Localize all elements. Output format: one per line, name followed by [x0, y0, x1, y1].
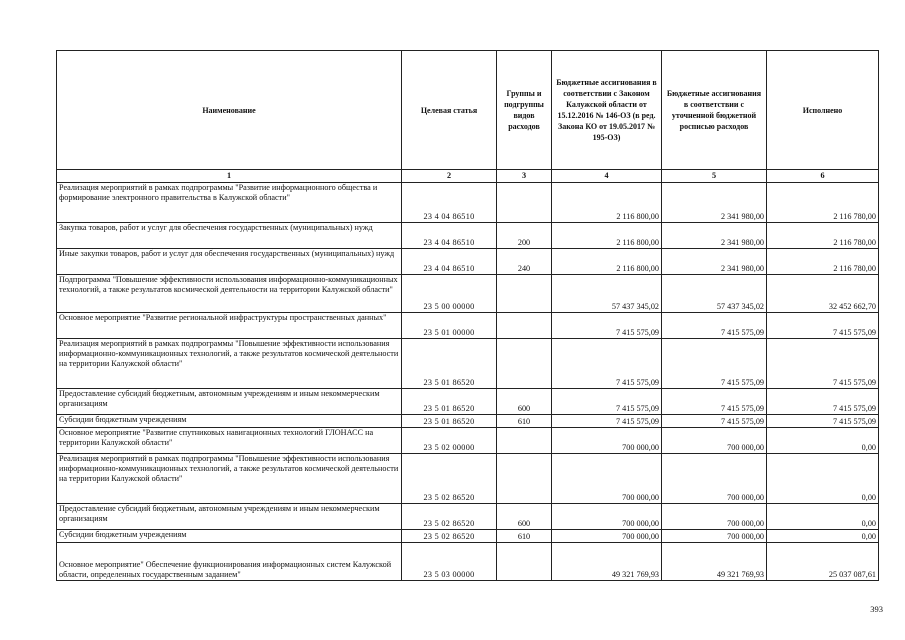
row-expense-group: [497, 313, 552, 339]
row-refined-amount: 7 415 575,09: [662, 339, 767, 389]
table-row: [57, 339, 879, 389]
header-refined-allocations: Бюджетные ассигнования в соответствии с уточненной бюджетной росписью расходов: [662, 51, 767, 170]
page-number: 393: [870, 604, 883, 614]
column-number: 2: [402, 170, 497, 183]
row-law-amount: 7 415 575,09: [552, 339, 662, 389]
row-executed-amount: 7 415 575,09: [767, 313, 879, 339]
row-target-article: 23 5 00 00000: [402, 275, 497, 313]
row-expense-group: [497, 183, 552, 223]
table-row: [57, 530, 879, 543]
header-executed: Исполнено: [767, 51, 879, 170]
row-executed-amount: 0,00: [767, 504, 879, 530]
table-row: [57, 223, 879, 249]
row-law-amount: 2 116 800,00: [552, 223, 662, 249]
row-executed-amount: 7 415 575,09: [767, 389, 879, 415]
column-number-row: [57, 170, 879, 183]
row-name: Предоставление субсидий бюджетным, автономным учреждениям и иным некоммерческим организациям: [57, 504, 402, 530]
row-name: Основное мероприятие" Обеспечение функционирования информационных систем Калужской области, определенных государственным заданием": [57, 543, 402, 581]
header-row: [57, 51, 879, 170]
table-row: [57, 183, 879, 223]
row-executed-amount: 2 116 780,00: [767, 183, 879, 223]
table-row: [57, 415, 879, 428]
row-executed-amount: 25 037 087,61: [767, 543, 879, 581]
table-row: [57, 275, 879, 313]
row-expense-group: 600: [497, 389, 552, 415]
row-refined-amount: 2 341 980,00: [662, 183, 767, 223]
row-expense-group: 240: [497, 249, 552, 275]
row-law-amount: 2 116 800,00: [552, 183, 662, 223]
column-number: 4: [552, 170, 662, 183]
row-name: Реализация мероприятий в рамках подпрограммы "Повышение эффективности использования информационно-коммуникационных технологий, а также результатов космической деятельности на территории Калужской области": [57, 339, 402, 389]
row-target-article: 23 5 02 86520: [402, 530, 497, 543]
row-law-amount: 700 000,00: [552, 504, 662, 530]
row-expense-group: 200: [497, 223, 552, 249]
row-target-article: 23 5 01 00000: [402, 313, 497, 339]
row-refined-amount: 2 341 980,00: [662, 249, 767, 275]
row-name: Основное мероприятие "Развитие региональной инфраструктуры пространственных данных": [57, 313, 402, 339]
header-name: Наименование: [57, 51, 402, 170]
row-law-amount: 57 437 345,02: [552, 275, 662, 313]
row-name: Субсидии бюджетным учреждениям: [57, 415, 402, 428]
row-executed-amount: 2 116 780,00: [767, 249, 879, 275]
row-refined-amount: 700 000,00: [662, 504, 767, 530]
row-name: Подпрограмма "Повышение эффективности использования информационно-коммуникационных технологий, а также результатов космической деятельности на территории Калужской области": [57, 275, 402, 313]
row-expense-group: [497, 275, 552, 313]
row-law-amount: 49 321 769,93: [552, 543, 662, 581]
row-refined-amount: 7 415 575,09: [662, 389, 767, 415]
row-target-article: 23 5 03 00000: [402, 543, 497, 581]
row-law-amount: 7 415 575,09: [552, 389, 662, 415]
row-executed-amount: 0,00: [767, 428, 879, 454]
column-number: 3: [497, 170, 552, 183]
column-number: 6: [767, 170, 879, 183]
row-expense-group: [497, 454, 552, 504]
row-law-amount: 700 000,00: [552, 428, 662, 454]
row-name: Основное мероприятие "Развитие спутниковых навигационных технологий ГЛОНАСС на территории Калужской области": [57, 428, 402, 454]
row-expense-group: [497, 543, 552, 581]
row-executed-amount: 7 415 575,09: [767, 339, 879, 389]
row-target-article: 23 5 02 86520: [402, 454, 497, 504]
row-law-amount: 7 415 575,09: [552, 415, 662, 428]
table-row: [57, 543, 879, 581]
table-row: [57, 428, 879, 454]
row-name: Закупка товаров, работ и услуг для обеспечения государственных (муниципальных) нужд: [57, 223, 402, 249]
row-executed-amount: 2 116 780,00: [767, 223, 879, 249]
column-number: 5: [662, 170, 767, 183]
row-law-amount: 700 000,00: [552, 454, 662, 504]
row-expense-group: 610: [497, 415, 552, 428]
row-name: Реализация мероприятий в рамках подпрограммы "Повышение эффективности использования информационно-коммуникационных технологий, а также результатов космической деятельности на территории Калужской области": [57, 454, 402, 504]
row-law-amount: 700 000,00: [552, 530, 662, 543]
row-refined-amount: 57 437 345,02: [662, 275, 767, 313]
row-law-amount: 7 415 575,09: [552, 313, 662, 339]
row-name: Иные закупки товаров, работ и услуг для обеспечения государственных (муниципальных) нужд: [57, 249, 402, 275]
table-row: [57, 454, 879, 504]
header-expense-groups: Группы и подгруппы видов расходов: [497, 51, 552, 170]
row-expense-group: 600: [497, 504, 552, 530]
row-target-article: 23 4 04 86510: [402, 249, 497, 275]
row-target-article: 23 4 04 86510: [402, 223, 497, 249]
column-number: 1: [57, 170, 402, 183]
row-refined-amount: 700 000,00: [662, 428, 767, 454]
row-refined-amount: 700 000,00: [662, 530, 767, 543]
row-refined-amount: 700 000,00: [662, 454, 767, 504]
header-law-allocations: Бюджетные ассигнования в соответствии с Законом Калужской области от 15.12.2016 № 146-ОЗ (в ред. Закона КО от 19.05.2017 № 195-ОЗ): [552, 51, 662, 170]
row-target-article: 23 5 01 86520: [402, 389, 497, 415]
row-name: Предоставление субсидий бюджетным, автономным учреждениям и иным некоммерческим организациям: [57, 389, 402, 415]
row-refined-amount: 49 321 769,93: [662, 543, 767, 581]
row-name: Субсидии бюджетным учреждениям: [57, 530, 402, 543]
row-target-article: 23 5 01 86520: [402, 339, 497, 389]
row-executed-amount: 7 415 575,09: [767, 415, 879, 428]
table-row: [57, 504, 879, 530]
row-executed-amount: 0,00: [767, 454, 879, 504]
row-executed-amount: 32 452 662,70: [767, 275, 879, 313]
row-name: Реализация мероприятий в рамках подпрограммы "Развитие информационного общества и формирование электронного правительства в Калужской области": [57, 183, 402, 223]
row-refined-amount: 7 415 575,09: [662, 313, 767, 339]
table-row: [57, 313, 879, 339]
row-executed-amount: 0,00: [767, 530, 879, 543]
row-target-article: 23 5 02 00000: [402, 428, 497, 454]
table-row: [57, 389, 879, 415]
row-target-article: 23 5 02 86520: [402, 504, 497, 530]
row-expense-group: [497, 428, 552, 454]
row-refined-amount: 2 341 980,00: [662, 223, 767, 249]
row-refined-amount: 7 415 575,09: [662, 415, 767, 428]
header-target-article: Целевая статья: [402, 51, 497, 170]
row-expense-group: 610: [497, 530, 552, 543]
budget-table: [56, 50, 879, 581]
row-target-article: 23 4 04 86510: [402, 183, 497, 223]
row-target-article: 23 5 01 86520: [402, 415, 497, 428]
row-law-amount: 2 116 800,00: [552, 249, 662, 275]
row-expense-group: [497, 339, 552, 389]
table-row: [57, 249, 879, 275]
